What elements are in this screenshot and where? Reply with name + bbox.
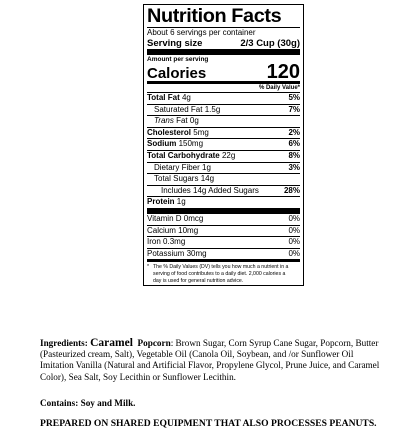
ingredients-heading: Ingredients:	[40, 338, 88, 348]
nutrient-row-sodium: Sodium 150mg 6%	[147, 139, 300, 149]
vitamin-row-iron: Iron 0.3mg 0%	[147, 237, 300, 247]
vitamin-row-calcium: Calcium 10mg 0%	[147, 225, 300, 235]
ingredients-text: : Brown Sugar, Corn Syrup Cane Sugar, Popcorn, Butter (Pasteurized cream, Salt), Vegetable Oil (Canola Oil, Soybean, and /or Sunflower Oil Imitation Vanilla (Natural and Artificial Flavor, Propylene Glycol, Prune Juice, and Caramel Color), Sea Salt, Soy Lecithin or Sunflower Lecithin.	[40, 338, 380, 382]
serving-size-value: 2/3 Cup (30g)	[240, 38, 300, 49]
calories-value: 120	[266, 61, 300, 83]
nutrient-row-protein: Protein 1g	[147, 196, 300, 208]
daily-value-footnote: * The % Daily Values (DV) tells you how much a nutrient in a serving of food contributes to a daily diet. 2,000 calories a day is used for general nutrition advice.	[147, 264, 289, 284]
nutrient-row-dietary-fiber: Dietary Fiber 1g 3%	[147, 162, 300, 174]
nutrient-row-added-sugars: Includes 14g Added Sugars 28%	[147, 185, 300, 197]
ingredients-product: Caramel	[90, 337, 133, 349]
calories-label: Calories	[147, 65, 207, 82]
vitamin-row-potassium: Potassium 30mg 0%	[147, 248, 300, 258]
allergen-contains: Contains: Soy and Milk.	[40, 398, 136, 408]
ingredients-product-2: Popcorn	[137, 338, 171, 348]
nutrient-row-total-fat: Total Fat 4g 5%	[147, 93, 300, 102]
label-title: Nutrition Facts	[147, 5, 282, 27]
calories-row	[147, 61, 300, 83]
nutrient-row-trans-fat: Trans Fat 0g	[147, 115, 300, 127]
serving-size-row	[147, 38, 300, 49]
vitamin-row-vitamin-d: Vitamin D 0mcg 0%	[147, 213, 300, 223]
nutrition-facts-label	[143, 4, 304, 286]
servings-per-container: About 6 servings per container	[147, 28, 256, 37]
daily-value-header: % Daily Value*	[258, 85, 300, 91]
ingredients-statement	[40, 338, 380, 383]
serving-size-label: Serving size	[147, 38, 203, 49]
nutrient-row-total-carbohydrate: Total Carbohydrate 22g 8%	[147, 150, 300, 160]
nutrient-row-cholesterol: Cholesterol 5mg 2%	[147, 127, 300, 137]
amount-per-serving: Amount per serving	[147, 56, 209, 63]
shared-equipment-warning: PREPARED ON SHARED EQUIPMENT THAT ALSO PROCESSES PEANUTS.	[40, 418, 377, 429]
nutrient-row-total-sugars: Total Sugars 14g	[147, 173, 300, 185]
nutrient-row-saturated-fat: Saturated Fat 1.5g 7%	[147, 104, 300, 116]
